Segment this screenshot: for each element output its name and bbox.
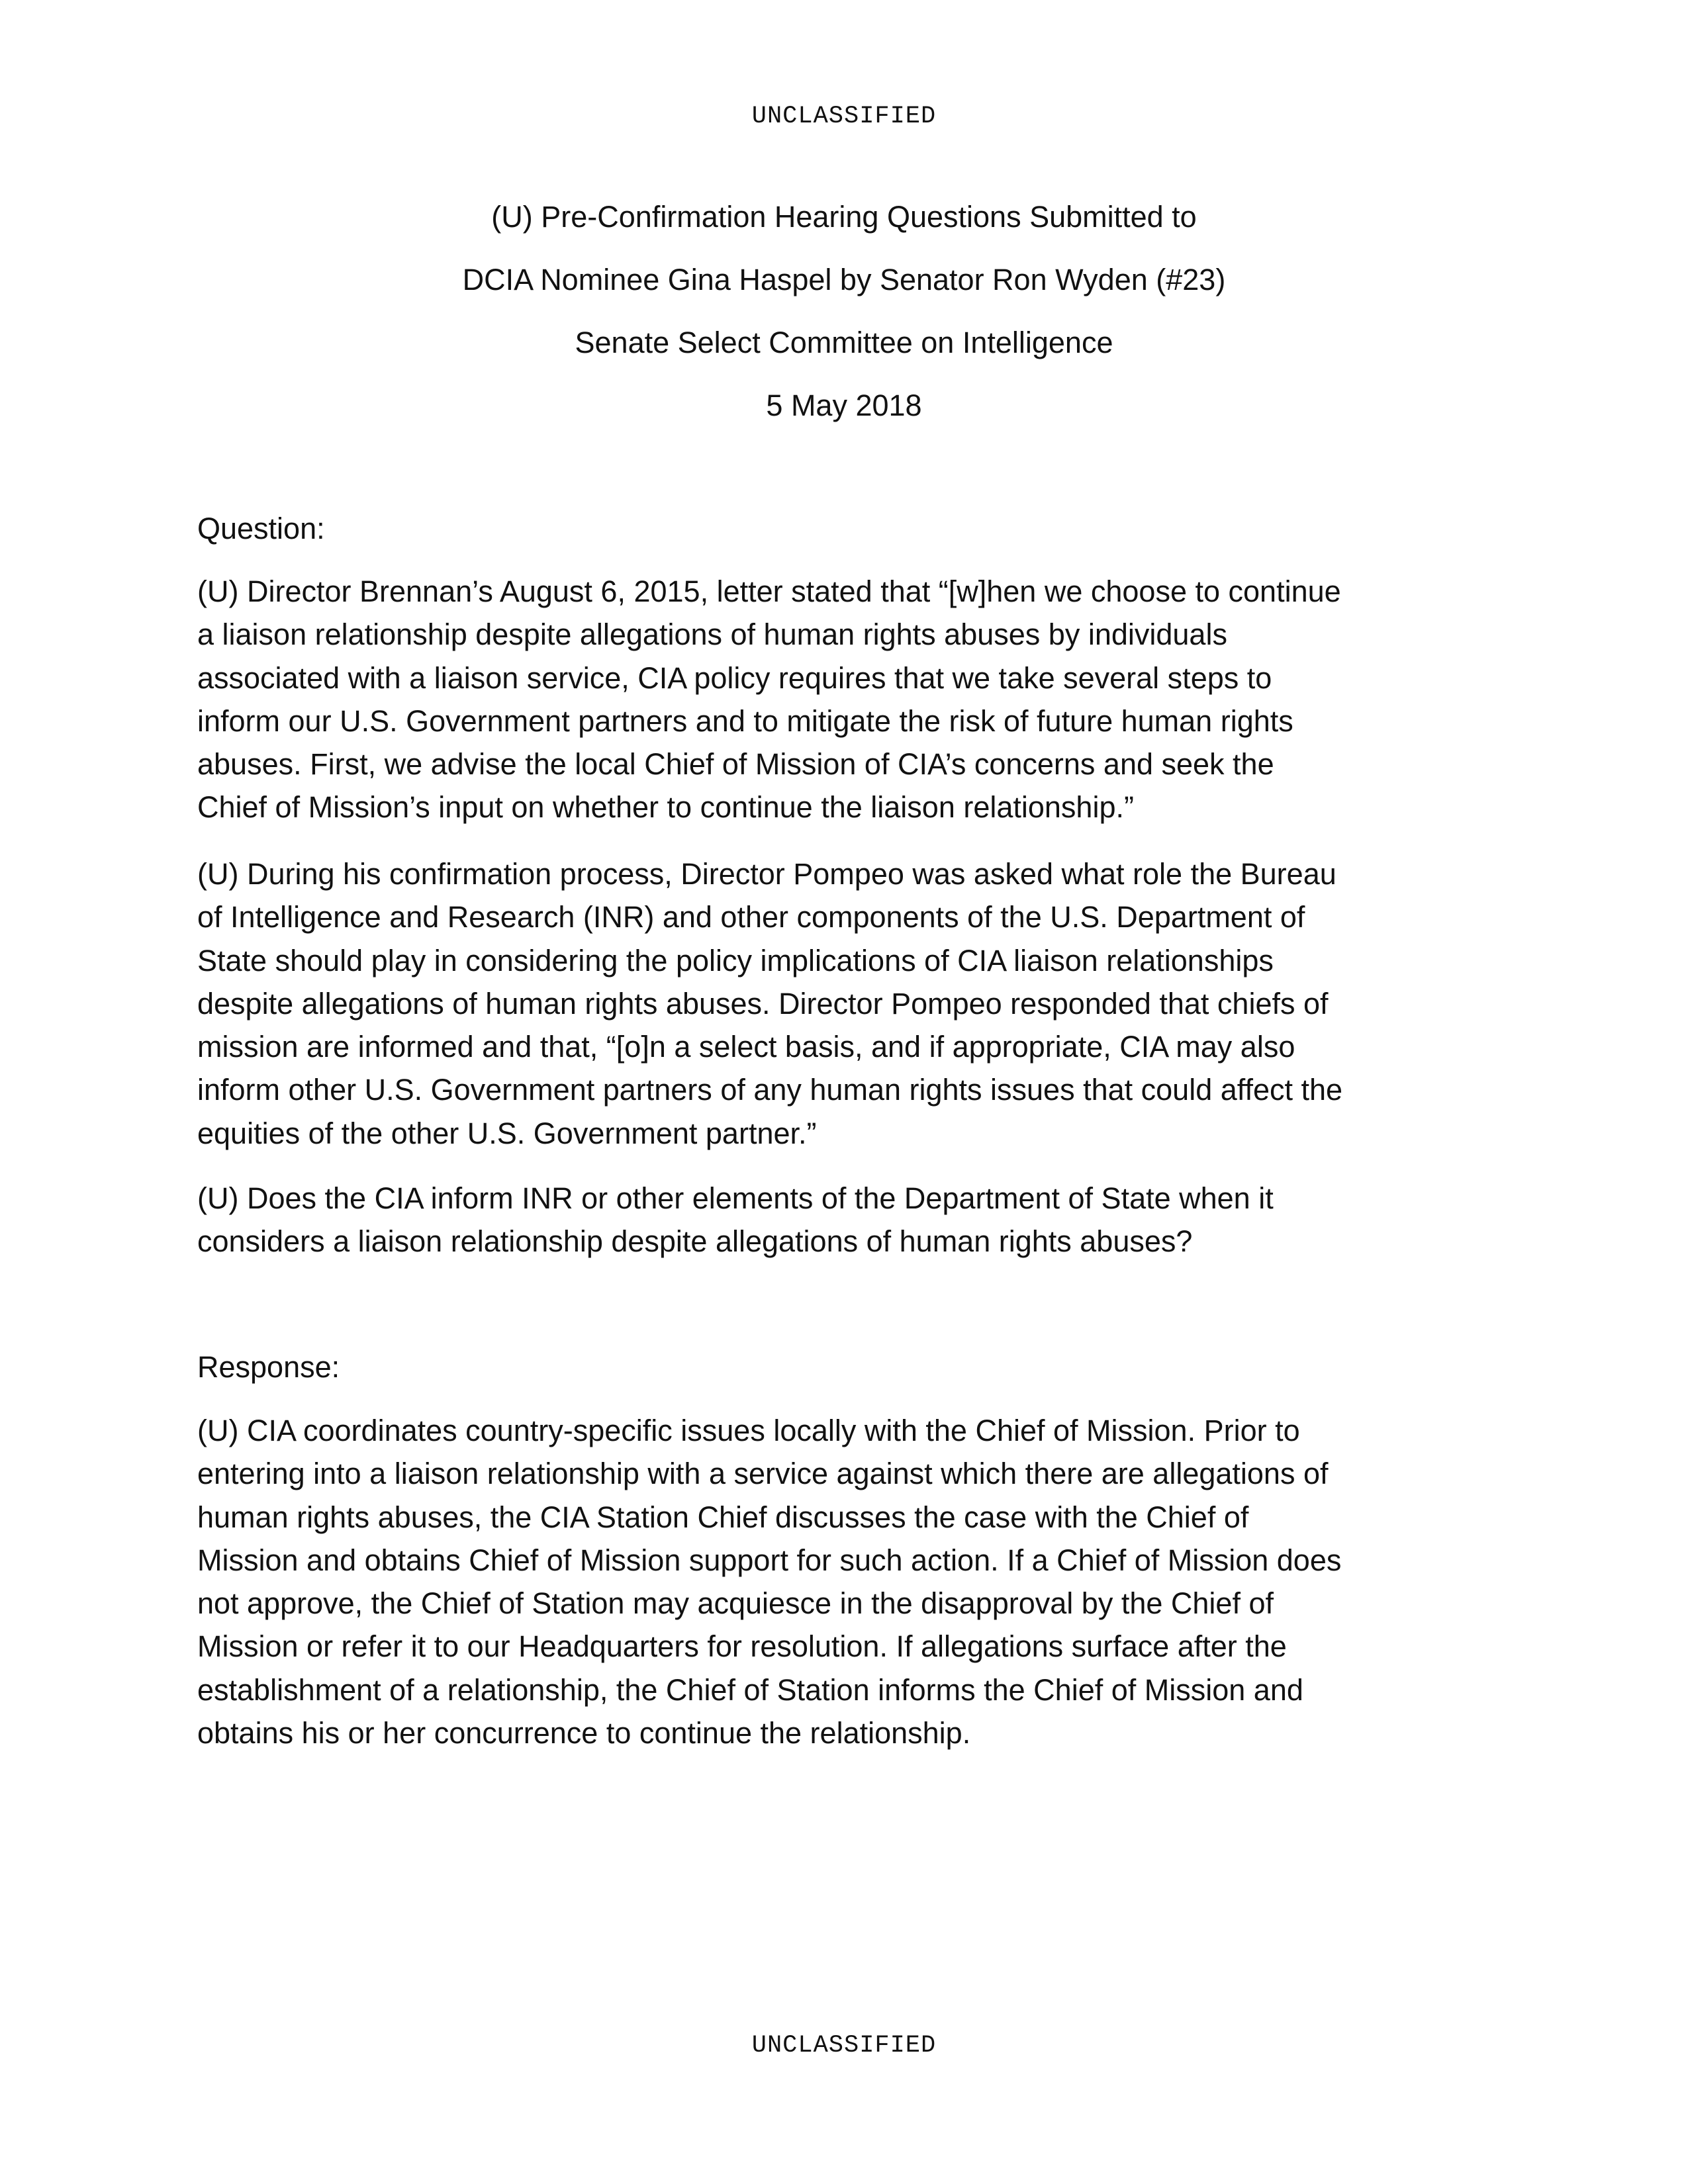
text-line: inform other U.S. Government partners of any human rights issues that could affect the: [197, 1073, 1343, 1107]
text-line: (U) During his confirmation process, Director Pompeo was asked what role the Bureau: [197, 857, 1336, 891]
text-line: of Intelligence and Research (INR) and other components of the U.S. Department of: [197, 900, 1305, 934]
text-line: not approve, the Chief of Station may acquiesce in the disapproval by the Chief of: [197, 1586, 1274, 1621]
text-line: Chief of Mission’s input on whether to continue the liaison relationship.”: [197, 790, 1134, 825]
response-label: Response:: [197, 1350, 340, 1384]
text-line: abuses. First, we advise the local Chief of Mission of CIA’s concerns and seek the: [197, 747, 1274, 782]
text-line: entering into a liaison relationship with a service against which there are allegations of: [197, 1457, 1329, 1491]
text-line: State should play in considering the policy implications of CIA liaison relationships: [197, 943, 1274, 978]
text-line: despite allegations of human rights abuses. Director Pompeo responded that chiefs of: [197, 986, 1329, 1021]
title-line: Senate Select Committee on Intelligence: [575, 326, 1113, 359]
text-line: a liaison relationship despite allegations of human rights abuses by individuals: [197, 617, 1227, 652]
text-line: (U) Director Brennan’s August 6, 2015, letter stated that “[w]hen we choose to continue: [197, 574, 1341, 608]
text-line: equities of the other U.S. Government partner.”: [197, 1116, 817, 1150]
question-label: Question:: [197, 512, 325, 545]
text-line: associated with a liaison service, CIA policy requires that we take several steps to: [197, 660, 1272, 695]
text-line: considers a liaison relationship despite allegations of human rights abuses?: [197, 1224, 1193, 1259]
question-paragraph-1: [197, 570, 1521, 829]
response-paragraph: [197, 1409, 1521, 1754]
text-line: (U) Does the CIA inform INR or other elements of the Department of State when it: [197, 1181, 1274, 1215]
question-paragraph-3: [197, 1177, 1521, 1263]
footer-classification: UNCLASSIFIED: [751, 2032, 937, 2060]
title-line: DCIA Nominee Gina Haspel by Senator Ron Wyden (#23): [462, 263, 1226, 296]
text-line: (U) CIA coordinates country-specific issues locally with the Chief of Mission. Prior to: [197, 1414, 1300, 1447]
question-paragraph-2: [197, 852, 1521, 1155]
title-line: 5 May 2018: [766, 388, 922, 422]
text-line: Mission or refer it to our Headquarters for resolution. If allegations surface after the: [197, 1629, 1287, 1664]
text-line: inform our U.S. Government partners and to mitigate the risk of future human rights: [197, 704, 1293, 738]
text-line: mission are informed and that, “[o]n a select basis, and if appropriate, CIA may also: [197, 1030, 1295, 1064]
title-line: (U) Pre-Confirmation Hearing Questions Submitted to: [491, 200, 1197, 234]
document-title: [0, 185, 1688, 437]
text-line: obtains his or her concurrence to continue the relationship.: [197, 1716, 971, 1751]
text-line: establishment of a relationship, the Chief of Station informs the Chief of Mission and: [197, 1672, 1303, 1707]
text-line: human rights abuses, the CIA Station Chief discusses the case with the Chief of: [197, 1500, 1249, 1534]
header-classification: UNCLASSIFIED: [751, 103, 937, 130]
text-line: Mission and obtains Chief of Mission support for such action. If a Chief of Mission does: [197, 1543, 1342, 1577]
